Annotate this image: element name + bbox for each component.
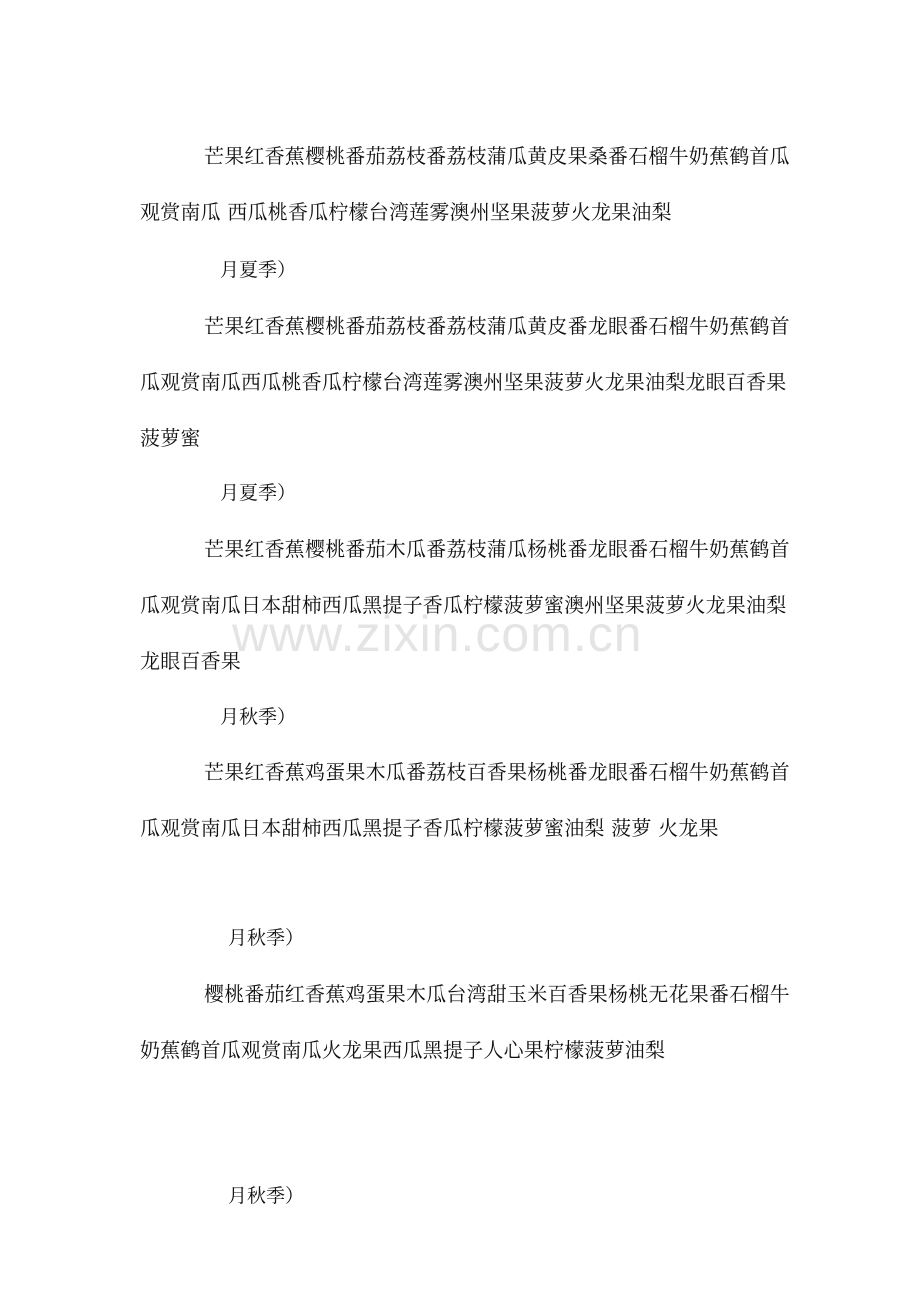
- fruit-list-paragraph: 芒果红香蕉樱桃番茄荔枝番荔枝蒲瓜黄皮番龙眼番石榴牛奶蕉鹤首瓜观赏南瓜西瓜桃香瓜柠檬台湾莲雾澳州坚果菠萝火龙果油梨龙眼百香果菠萝蜜: [140, 314, 790, 450]
- season-label: 月秋季）: [228, 927, 305, 949]
- watermark: www.zixin.com.cn: [232, 606, 643, 662]
- fruit-list-paragraph: 芒果红香蕉樱桃番茄木瓜番荔枝蒲瓜杨桃番龙眼番石榴牛奶蕉鹤首瓜观赏南瓜日本甜柿西瓜黑提子香瓜柠檬菠萝蜜澳州坚果菠萝火龙果油梨龙眼百香果: [140, 537, 790, 673]
- season-label: 月秋季）: [228, 1185, 305, 1207]
- fruit-list-paragraph: 芒果红香蕉鸡蛋果木瓜番荔枝百香果杨桃番龙眼番石榴牛奶蕉鹤首瓜观赏南瓜日本甜柿西瓜黑提子香瓜柠檬菠萝蜜油梨 菠萝 火龙果: [140, 760, 790, 840]
- fruit-list-paragraph: 芒果红香蕉樱桃番茄荔枝番荔枝蒲瓜黄皮果桑番石榴牛奶蕉鹤首瓜观赏南瓜 西瓜桃香瓜柠檬台湾莲雾澳州坚果菠萝火龙果油梨: [140, 144, 790, 224]
- season-label: 月夏季）: [220, 482, 297, 504]
- season-label: 月夏季）: [220, 259, 297, 281]
- fruit-list-paragraph: 樱桃番茄红香蕉鸡蛋果木瓜台湾甜玉米百香果杨桃无花果番石榴牛奶蕉鹤首瓜观赏南瓜火龙果西瓜黑提子人心果柠檬菠萝油梨: [140, 982, 790, 1062]
- season-label: 月秋季）: [220, 706, 297, 728]
